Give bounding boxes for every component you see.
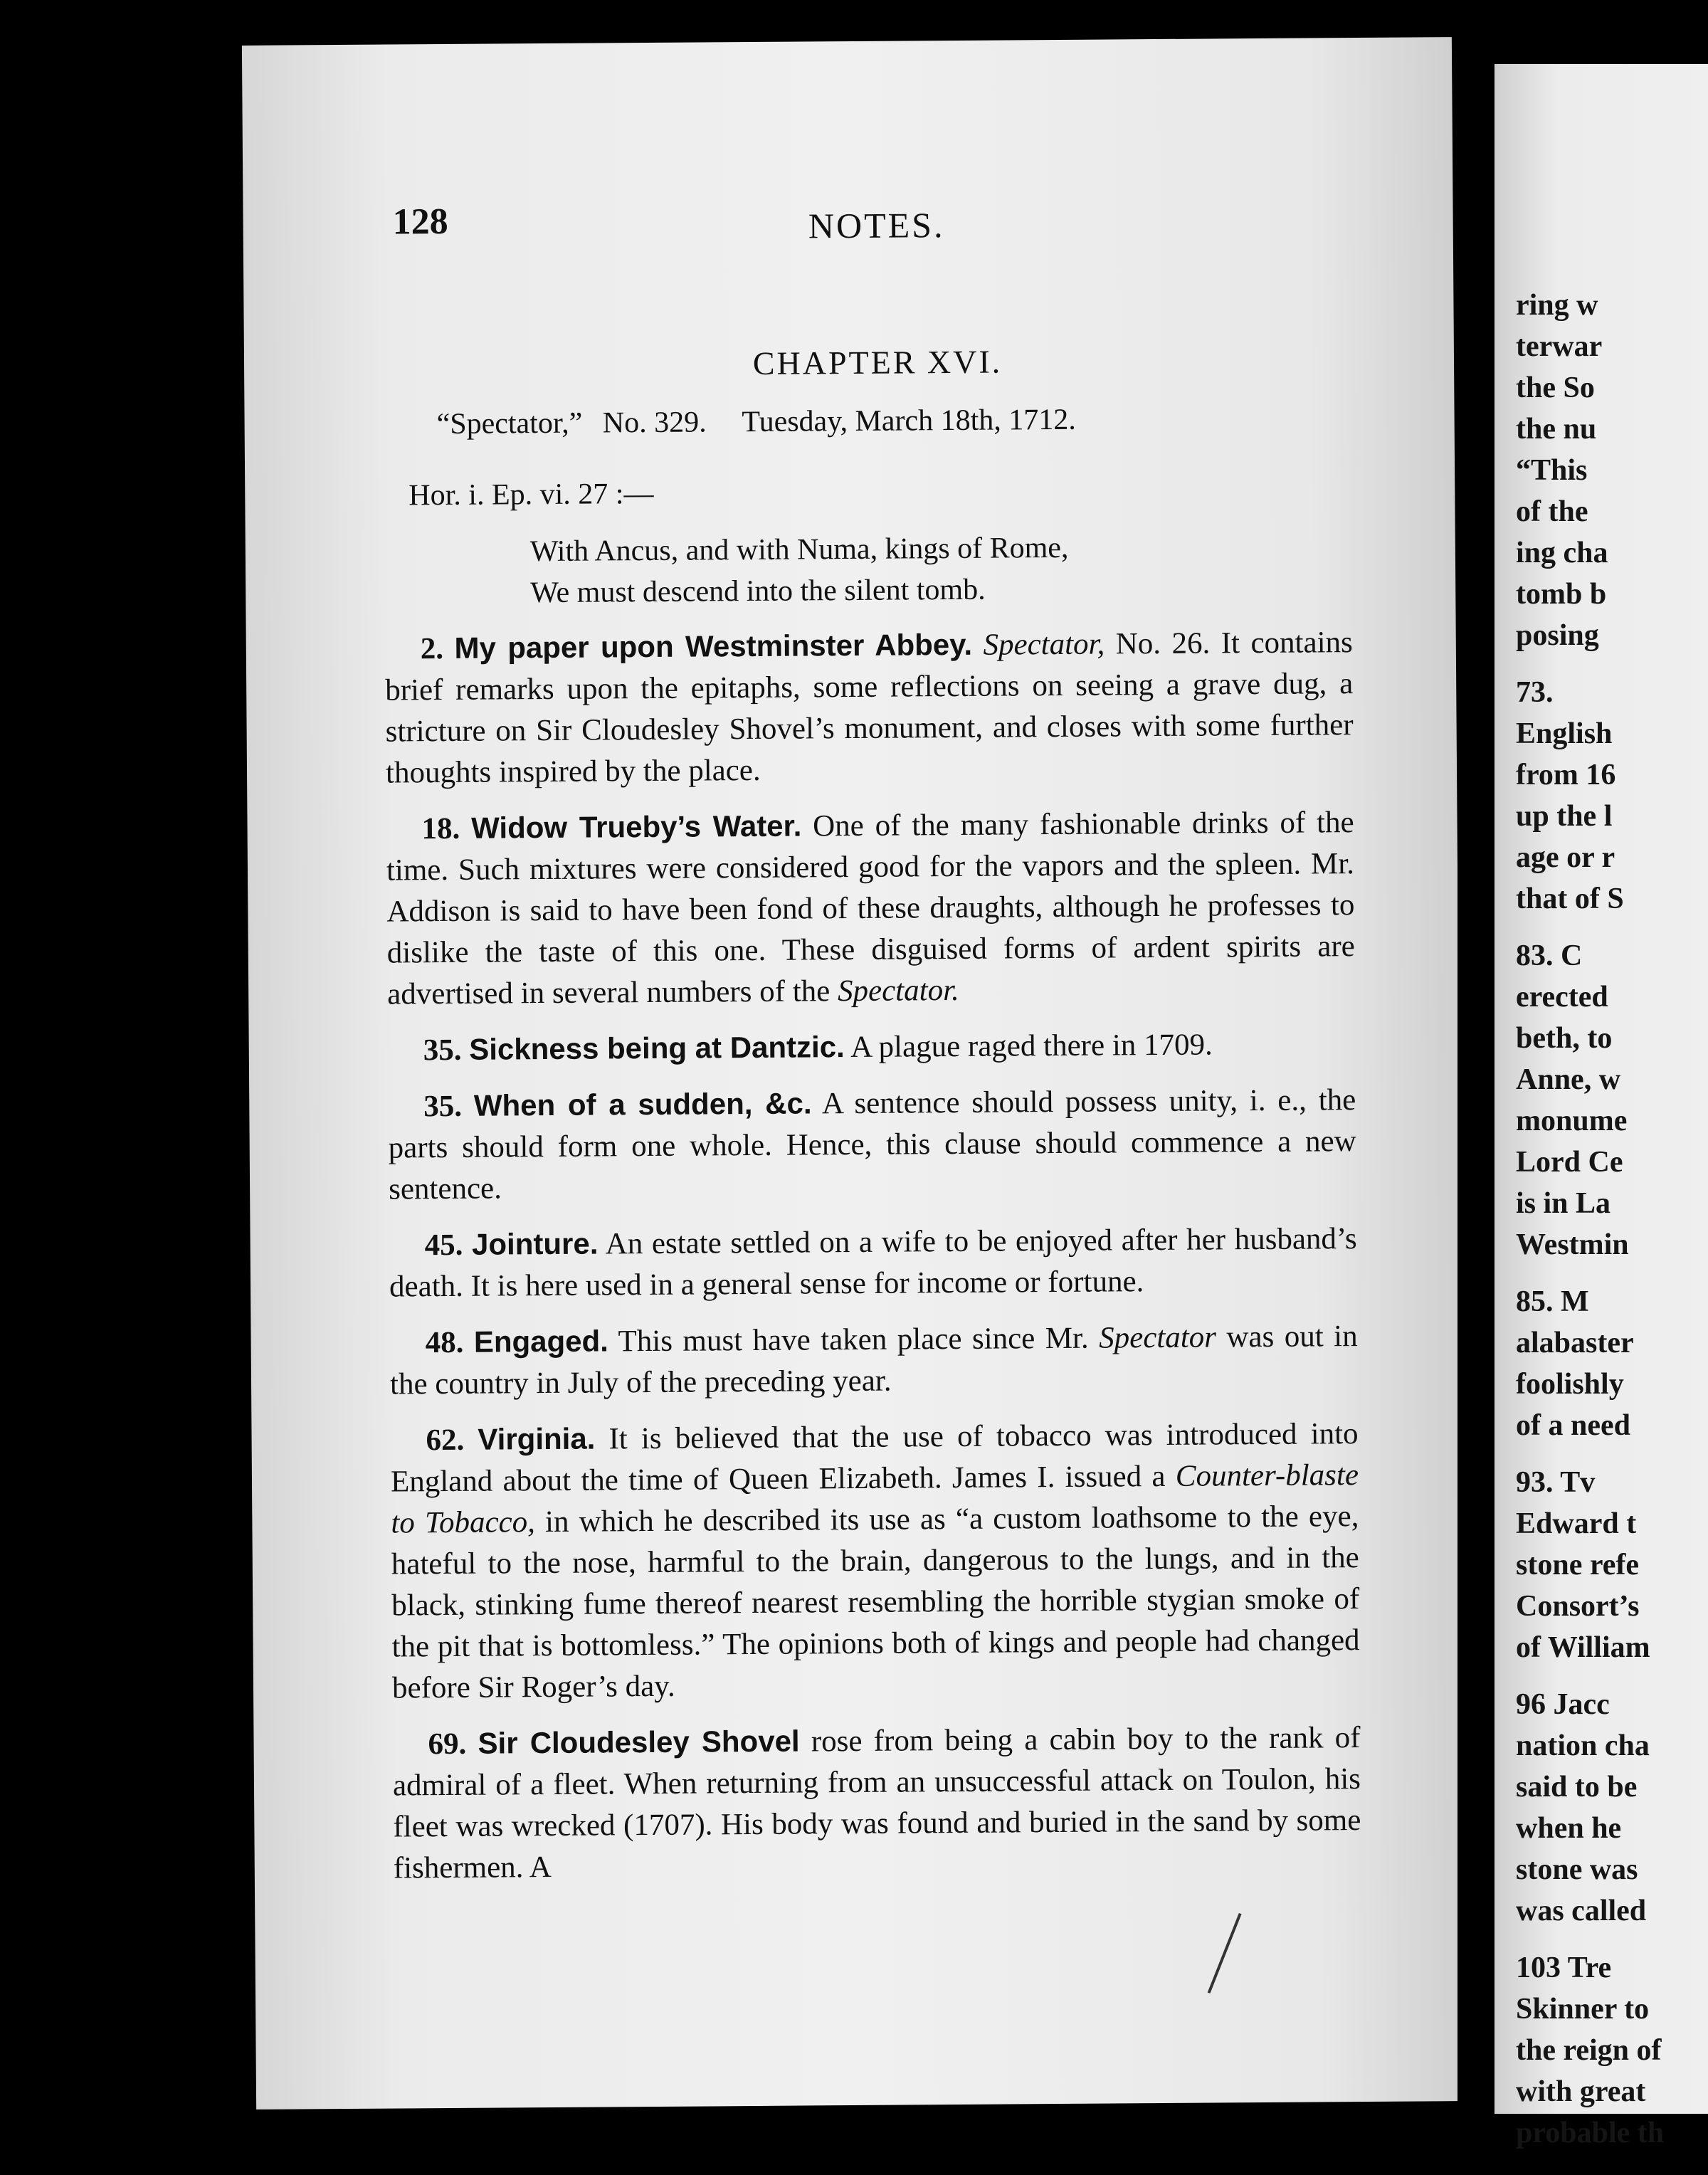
- book-gutter: [1457, 28, 1494, 2135]
- note-entry: [388, 1079, 1356, 1210]
- note-text: Counter-blaste to Tobacco,: [391, 1458, 1359, 1540]
- verse-line: With Ancus, and with Numa, kings of Rome,: [529, 531, 1069, 569]
- note-entry: [388, 1023, 1356, 1071]
- right-page-line: of William: [1516, 1631, 1650, 1664]
- paragraph-gap: [1516, 1668, 1664, 1684]
- note-text: No. 26. It contains brief remarks upon the epitaphs, some reflections on seeing a grave dug, a stricture on Sir Cloudesley Shovel’s monument, and closes with some further thoughts inspired by the place.: [385, 626, 1354, 790]
- right-page-line: erected: [1516, 981, 1608, 1013]
- right-page-line: stone refe: [1516, 1549, 1639, 1581]
- note-number: 69.: [428, 1727, 478, 1761]
- right-page-line: English: [1516, 717, 1613, 750]
- right-page-line: 85. M: [1516, 1285, 1589, 1318]
- right-page-line: is in La: [1516, 1187, 1611, 1220]
- note-heading: Sir Cloudesley Shovel: [478, 1724, 800, 1760]
- note-entry: [392, 1717, 1361, 1889]
- right-page-line: when he: [1516, 1812, 1622, 1845]
- right-page-line: foolishly: [1516, 1368, 1624, 1401]
- note-number: 62.: [426, 1423, 478, 1458]
- note-entry: [389, 1315, 1358, 1405]
- source-number: No. 329.: [602, 406, 707, 440]
- note-number: 18.: [421, 811, 472, 846]
- right-page-line: Consort’s: [1516, 1590, 1640, 1623]
- right-page-line: stone was: [1516, 1853, 1638, 1886]
- verse-quotation: [530, 527, 1069, 613]
- right-page-line: up the l: [1516, 800, 1613, 833]
- note-entry: [385, 621, 1354, 794]
- note-number: 48.: [425, 1325, 475, 1360]
- right-page-text: [1516, 285, 1664, 2154]
- note-text: in which he described its use as “a custom loathsome to the eye, hateful to the nose, harmful to the brain, dangerous to the lungs, and in the black, stinking fume thereof nearest resembling the horrible stygian smoke of the pit that is bottomless.” The opinions both of kings and people had changed before Sir Roger’s day.: [391, 1500, 1360, 1705]
- right-page-line: said to be: [1516, 1771, 1638, 1803]
- scratch-mark: [1208, 1913, 1242, 1994]
- source-date: Tuesday, March 18th, 1712.: [742, 403, 1076, 439]
- note-text: Spectator,: [983, 627, 1105, 662]
- right-page-line: ing cha: [1516, 537, 1608, 569]
- horace-reference: Hor. i. Ep. vi. 27 :—: [408, 477, 654, 512]
- note-text: A plague raged there in 1709.: [844, 1028, 1213, 1065]
- note-text: One of the many fashionable drinks of the time. Such mixtures were considered good for the vapors and the spleen. Mr. Addison is said to have been fond of these draughts, although he professes to dislike the taste of this one. These disguised forms of ardent spirits are advertised in several numbers of the: [386, 806, 1355, 1011]
- note-text: A sentence should possess unity, i. e., the parts should form one whole. Hence, this clause should commence a new sentence.: [388, 1083, 1356, 1206]
- note-heading: When of a sudden, &c.: [473, 1086, 812, 1122]
- chapter-title: CHAPTER XVI.: [752, 343, 1003, 381]
- right-page-line: monume: [1516, 1105, 1628, 1137]
- page-content: [385, 166, 1361, 1885]
- paragraph-gap: [1516, 656, 1664, 672]
- right-page-line: posing: [1516, 619, 1599, 652]
- page-number: 128: [392, 201, 448, 243]
- right-page-line: 83. C: [1516, 939, 1583, 972]
- note-entry: [386, 801, 1355, 1015]
- note-heading: Engaged.: [473, 1324, 609, 1359]
- note-text: An estate settled on a wife to be enjoyed after her husband’s death. It is here used in a general sense for income or fortune.: [389, 1222, 1357, 1304]
- note-heading: My paper upon Westminster Abbey.: [454, 627, 973, 665]
- paragraph-gap: [1516, 920, 1664, 935]
- right-page: [1494, 64, 1708, 2149]
- running-head: NOTES.: [808, 205, 945, 246]
- note-number: 35.: [423, 1033, 470, 1068]
- right-page-line: beth, to: [1516, 1022, 1613, 1055]
- right-page-line: the So: [1516, 372, 1595, 404]
- right-page-line: probable th: [1516, 2117, 1665, 2149]
- note-number: 45.: [424, 1228, 473, 1263]
- right-page-line: that of S: [1516, 883, 1624, 915]
- right-page-line: terwar: [1516, 330, 1603, 363]
- right-page-line: the nu: [1516, 413, 1597, 446]
- paragraph-gap: [1516, 1265, 1664, 1281]
- note-number: 2.: [420, 631, 455, 666]
- right-page-line: Lord Ce: [1516, 1146, 1623, 1179]
- paragraph-gap: [1516, 1932, 1664, 1947]
- right-page-line: 96 Jacc: [1516, 1688, 1610, 1721]
- right-page-line: 93. Tv: [1516, 1466, 1596, 1499]
- source-line: [436, 403, 1076, 441]
- right-page-line: 73.: [1516, 676, 1554, 709]
- note-entry: [390, 1413, 1360, 1709]
- notes-list: [385, 621, 1361, 1903]
- right-page-line: Westmin: [1516, 1228, 1629, 1261]
- note-text: [972, 628, 984, 662]
- note-text: rose from being a cabin boy to the rank of admiral of a fleet. When returning from an unsuccessful attack on Toulon, his fleet was wrecked (1707). His body was found and buried in the sand by some fishermen. A: [392, 1721, 1361, 1885]
- note-text: Spectator.: [837, 973, 959, 1008]
- paragraph-gap: [1516, 1446, 1664, 1462]
- right-page-line: 103 Tre: [1516, 1952, 1612, 1984]
- note-text: Spectator: [1098, 1320, 1217, 1355]
- right-page-line: Edward t: [1516, 1507, 1637, 1540]
- right-page-line: alabaster: [1516, 1327, 1634, 1359]
- right-page-line: the reign of: [1516, 2034, 1662, 2067]
- right-page-line: of the: [1516, 495, 1588, 528]
- source-title: “Spectator,”: [436, 406, 583, 441]
- right-page-line: Skinner to: [1516, 1993, 1650, 2026]
- right-page-line: of a need: [1516, 1409, 1630, 1442]
- note-text: It is believed that the use of tobacco was introduced into England about the time of Queen Elizabeth. James I. issued a: [390, 1417, 1359, 1499]
- note-text: This must have taken place since Mr.: [608, 1321, 1100, 1359]
- right-page-line: ring w: [1516, 289, 1598, 322]
- verse-line: We must descend into the silent tomb.: [530, 573, 986, 610]
- right-page-line: from 16: [1516, 759, 1616, 791]
- right-page-line: was called: [1516, 1895, 1647, 1927]
- note-number: 35.: [423, 1089, 475, 1124]
- note-heading: Jointure.: [471, 1226, 599, 1261]
- left-page: [242, 37, 1466, 2110]
- right-page-line: age or r: [1516, 841, 1615, 874]
- note-heading: Widow Trueby’s Water.: [471, 809, 802, 845]
- right-page-line: nation cha: [1516, 1729, 1650, 1762]
- right-page-line: Anne, w: [1516, 1063, 1621, 1096]
- right-page-line: “This: [1516, 454, 1588, 487]
- right-page-line: tomb b: [1516, 578, 1607, 611]
- right-page-line: with great: [1516, 2075, 1646, 2108]
- note-heading: Sickness being at Dantzic.: [469, 1030, 845, 1066]
- note-entry: [389, 1218, 1357, 1307]
- note-heading: Virginia.: [478, 1421, 596, 1456]
- note-text: was out in the country in July of the preceding year.: [389, 1320, 1358, 1401]
